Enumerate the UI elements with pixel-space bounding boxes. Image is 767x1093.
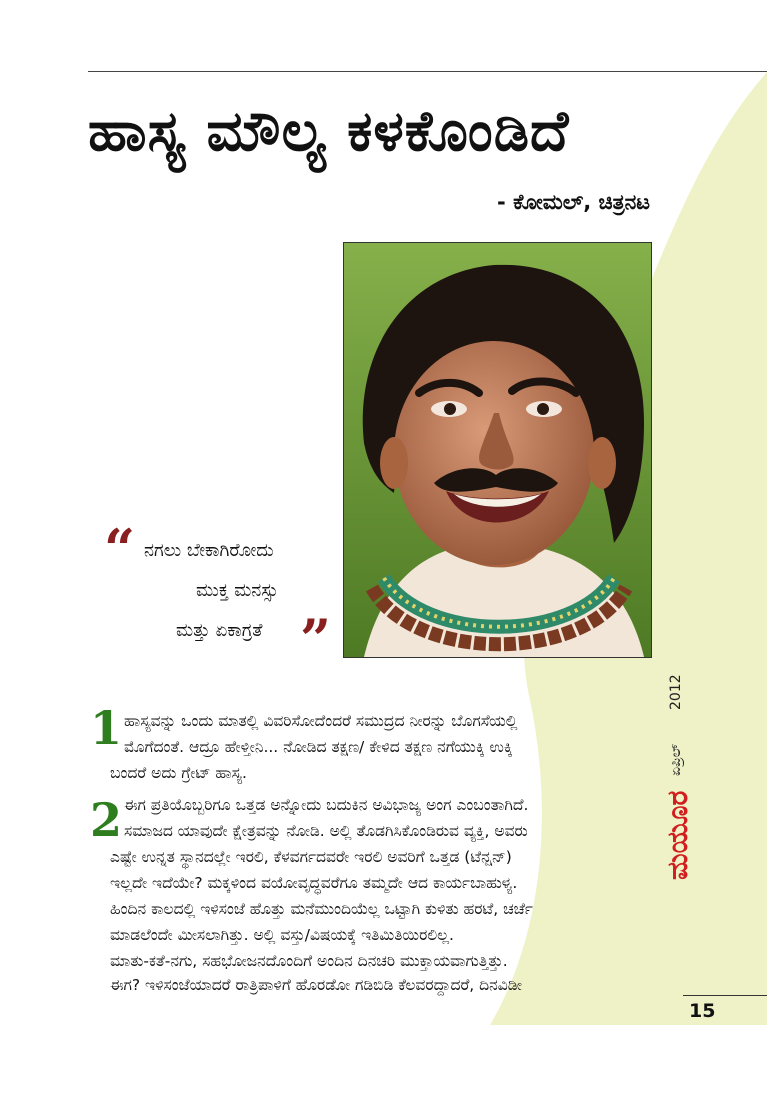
paragraph-number: 2 xyxy=(90,793,123,847)
issue-year: 2012 xyxy=(668,674,684,710)
magazine-name: ಮಯೂರ xyxy=(661,790,694,880)
issue-month: ಏಪ್ರಿಲ್ xyxy=(668,743,684,776)
answer-paragraph-1 xyxy=(90,701,660,785)
page-number: 15 xyxy=(689,1000,716,1022)
top-rule xyxy=(88,71,767,72)
quote-line: ಮುಕ್ತ ಮನಸ್ಸು xyxy=(196,580,279,601)
paragraph-line: ಎಷ್ಟೇ ಉನ್ನತ ಸ್ಥಾನದಲ್ಲೇ ಇರಲಿ, ಕೆಳವರ್ಗದವರೇ ಇರಲಿ ಅವರಿಗೆ ಒತ್ತಡ (ಟೆನ್ಷನ್) xyxy=(110,848,512,866)
article-byline: - ಕೋಮಲ್, ಚಿತ್ರನಟ xyxy=(497,190,650,214)
magazine-issue-label xyxy=(660,660,696,880)
paragraph-line: ಮೊಗೆದಂತೆ. ಆದ್ರೂ ಹೇಳ್ತೀನಿ... ನೋಡಿದ ತಕ್ಷಣ/ ಕೇಳಿದ ತಕ್ಷಣ ನಗೆಯುಕ್ಕಿ ಉಕ್ಕಿ xyxy=(124,738,513,756)
open-quote-mark: “ xyxy=(104,517,136,581)
paragraph-line: ಹಾಸ್ಯವನ್ನು ಒಂದು ಮಾತಲ್ಲಿ ವಿವರಿಸೋದೆಂದರೆ ಸಮುದ್ರದ ನೀರನ್ನು ಬೊಗಸೆಯಲ್ಲಿ xyxy=(124,712,518,730)
paragraph-line: ಈಗ ಪ್ರತಿಯೊಬ್ಬರಿಗೂ ಒತ್ತಡ ಅನ್ನೋದು ಬದುಕಿನ ಅವಿಭಾಜ್ಯ ಅಂಗ ಎಂಬಂತಾಗಿದೆ. xyxy=(124,796,529,814)
quote-line: ಮತ್ತು ಏಕಾಗ್ರತೆ xyxy=(176,620,263,641)
paragraph-line: ಸಮಾಜದ ಯಾವುದೇ ಕ್ಷೇತ್ರವನ್ನು ನೋಡಿ. ಅಲ್ಲಿ ತೊಡಗಿಸಿಕೊಂಡಿರುವ ವ್ಯಕ್ತಿ, ಅವರು xyxy=(124,822,528,840)
close-quote-mark: ” xyxy=(300,607,332,671)
paragraph-line: ಇಲ್ಲದೇ ಇದೆಯೇ? ಮಕ್ಕಳಿಂದ ವಯೋವೃದ್ಧವರೆಗೂ ತಮ್ಮದೇ ಆದ ಕಾರ್ಯಬಾಹುಳ್ಯ. xyxy=(110,874,518,892)
pull-quote xyxy=(100,517,340,671)
paragraph-line: ಬಂದರೆ ಅದು ಗ್ರೇಟ್ ಹಾಸ್ಯ. xyxy=(110,764,247,782)
paragraph-line: ಹಿಂದಿನ ಕಾಲದಲ್ಲಿ ಇಳಿಸಂಜೆ ಹೊತ್ತು ಮನೆಮುಂದಿಯೆಲ್ಲ ಒಟ್ಟಾಗಿ ಕುಳಿತು ಹರಟೆ, ಚರ್ಚೆ xyxy=(110,900,533,918)
footer-rule xyxy=(683,995,767,996)
paragraph-line: ಈಗ? ಇಳಿಸಂಜೆಯಾದರೆ ರಾತ್ರಿಪಾಳಿಗೆ ಹೊರಡೋ ಗಡಿಬಿಡಿ ಕೆಲವರದ್ದಾದರೆ, ದಿನವಿಡೀ xyxy=(110,976,523,994)
paragraph-line: ಮಾತು-ಕತೆ-ನಗು, ಸಹಭೋಜನದೊಂದಿಗೆ ಅಂದಿನ ದಿನಚರಿ ಮುಕ್ತಾಯವಾಗುತ್ತಿತ್ತು. xyxy=(110,952,508,970)
portrait-photo xyxy=(343,242,652,658)
paragraph-number: 1 xyxy=(90,701,123,755)
quote-line: ನಗಲು ಬೇಕಾಗಿರೋದು xyxy=(144,540,274,561)
paragraph-line: ಮಾಡಲೆಂದೇ ಮೀಸಲಾಗಿತ್ತು. ಅಲ್ಲಿ ವಸ್ತು/ವಿಷಯಕ್ಕೆ ಇತಿಮಿತಿಯಿರಲಿಲ್ಲ. xyxy=(110,926,454,944)
article-title: ಹಾಸ್ಯ ಮೌಲ್ಯ ಕಳಕೊಂಡಿದೆ xyxy=(88,99,570,164)
answer-paragraph-2 xyxy=(90,795,660,995)
